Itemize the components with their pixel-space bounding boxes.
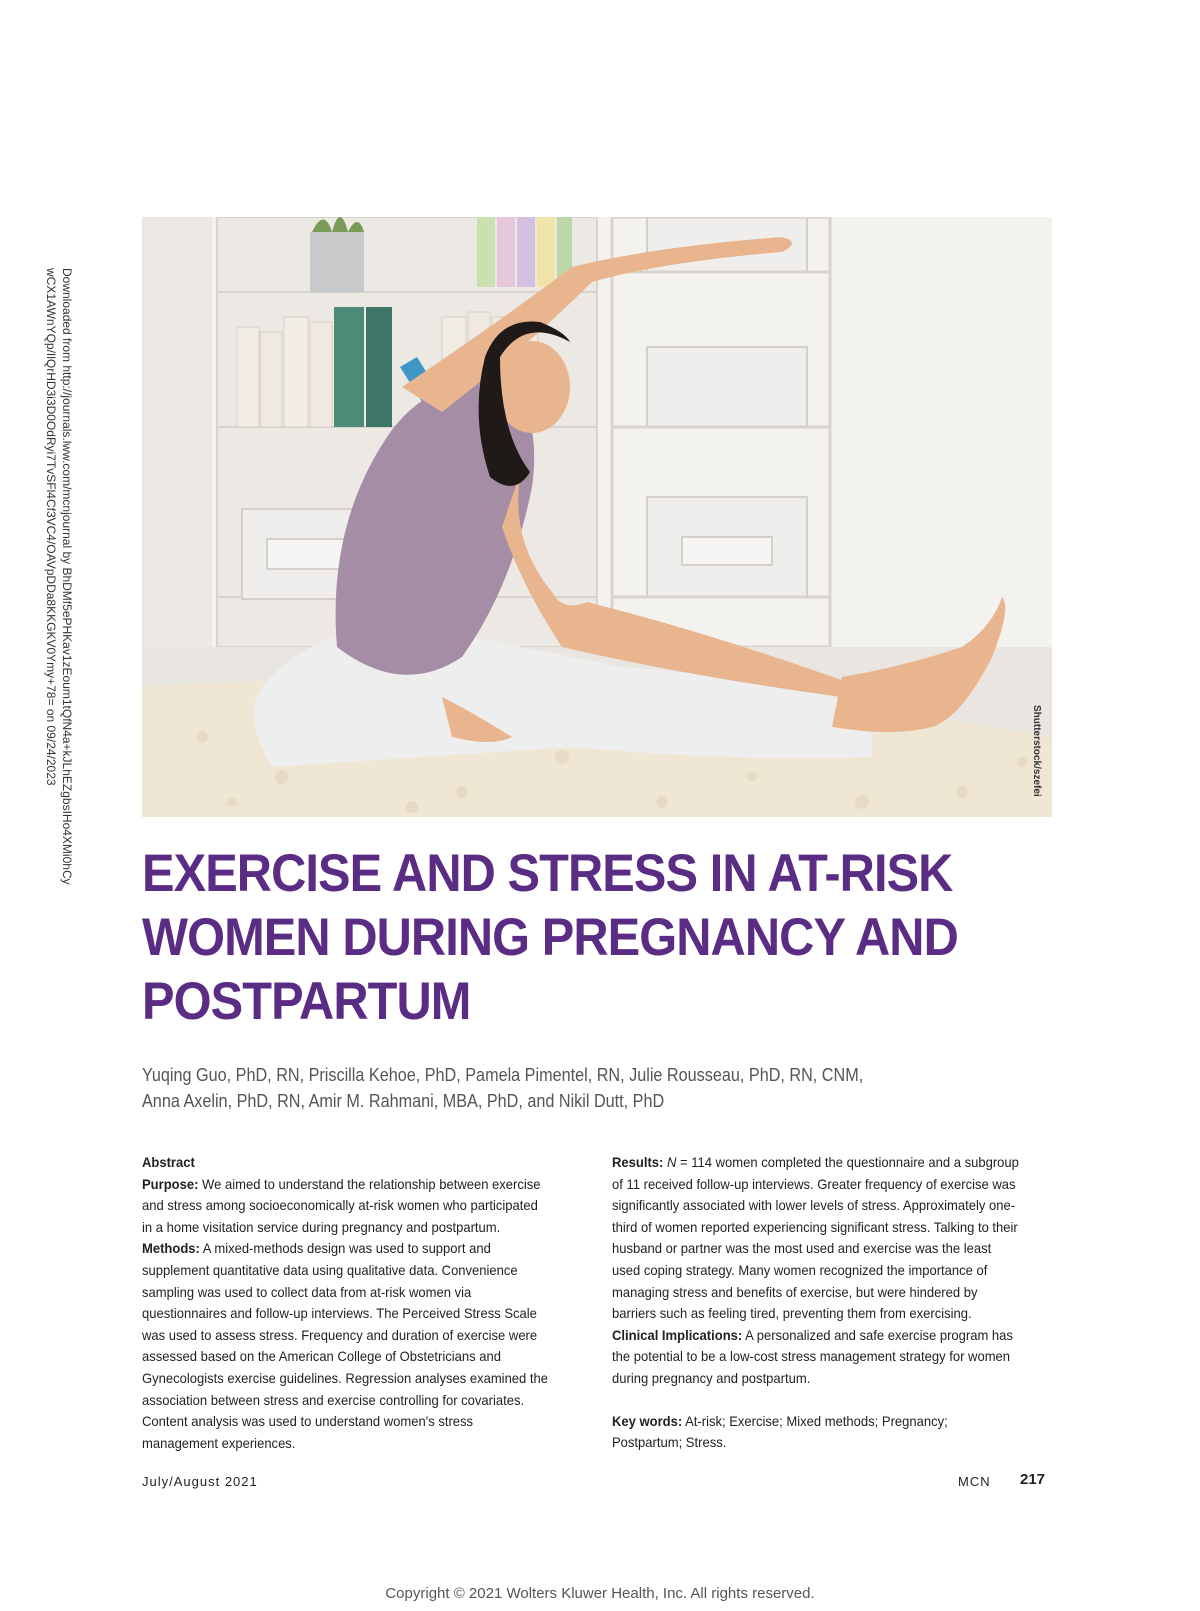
download-note-line2: wCX1AWnYQp/IlQrHD3i3D0OdRyi7TvSFl4Cf3VC4/OAVpDDa8KKGKV0Ymy+78= on 09/24/2023 bbox=[44, 268, 58, 786]
page-number: 217 bbox=[1020, 1471, 1046, 1488]
keywords-text: At-risk; Exercise; Mixed methods; Pregnancy; Postpartum; Stress. bbox=[612, 1412, 948, 1451]
article-photo bbox=[142, 217, 1052, 817]
results-paragraph bbox=[612, 1152, 1021, 1325]
abstract-left-column bbox=[142, 1152, 551, 1454]
plant-pot bbox=[310, 217, 364, 292]
download-watermark bbox=[33, 268, 75, 968]
keywords-paragraph bbox=[612, 1411, 1021, 1454]
clinical-paragraph bbox=[612, 1325, 1021, 1390]
clinical-label: Clinical Implications: bbox=[612, 1326, 743, 1343]
copyright-notice: Copyright © 2021 Wolters Kluwer Health, Inc. All rights reserved. bbox=[385, 1585, 815, 1602]
results-label: Results: bbox=[612, 1154, 664, 1170]
methods-text: A mixed-methods design was used to support and supplement quantitative data using qualitative data. Convenience sampling was used to collect data from at-risk women via questionnaires and follow-up interviews. The Perceived Stress Scale was used to assess stress. Frequency and duration of exercise were assessed based on the American College of Obstetricians and Gynecologists exercise guidelines. Regression analyses examined the association between stress and exercise controlling for covariates. Content analysis was used to understand women's stress management experiences. bbox=[142, 1240, 549, 1451]
author-list bbox=[142, 1062, 952, 1114]
clinical-text: A personalized and safe exercise program has the potential to be a low-cost stress management strategy for women during pregnancy and postpartum. bbox=[612, 1326, 1013, 1386]
authors-line1: Yuqing Guo, PhD, RN, Priscilla Kehoe, PhD, Pamela Pimentel, RN, Julie Rousseau, PhD, RN, CNM, bbox=[142, 1065, 864, 1085]
journal-name: MCN bbox=[958, 1474, 991, 1489]
purpose-paragraph bbox=[142, 1174, 551, 1239]
purpose-label: Purpose: bbox=[142, 1175, 199, 1192]
purpose-text: We aimed to understand the relationship between exercise and stress among socioeconomically at-risk women who participated in a home visitation service during pregnancy and postpartum. bbox=[142, 1175, 541, 1235]
results-text: = 114 women completed the questionnaire and a subgroup of 11 received follow-up interviews. Greater frequency of exercise was significantly associated with lower levels of stress. Approximately one-third of women reported experiencing significant stress. Talking to their husband or partner was the most used and exercise was the least used coping strategy. Many women recognized the importance of managing stress and benefits of exercise, but were hindered by barriers such as feeling tired, preventing them from exercising. bbox=[612, 1154, 1019, 1322]
books-top bbox=[477, 217, 572, 287]
keywords-label: Key words: bbox=[612, 1412, 683, 1429]
abstract-right-column bbox=[612, 1152, 1021, 1454]
download-note-line1: Downloaded from http://journals.lww.com/mcnjournal by BhDMf5ePHKav1zEoum1tQfN4a+kJLhEZgbsIHo4XMi0hCy bbox=[60, 268, 74, 885]
photo-credit: Shutterstock/szefei bbox=[1031, 705, 1042, 797]
results-n: N bbox=[666, 1154, 677, 1170]
methods-paragraph bbox=[142, 1238, 551, 1454]
issue-date: July/August 2021 bbox=[142, 1474, 258, 1489]
abstract-heading: Abstract bbox=[142, 1154, 195, 1170]
authors-line2: Anna Axelin, PhD, RN, Amir M. Rahmani, MBA, PhD, and Nikil Dutt, PhD bbox=[142, 1091, 665, 1111]
article-title: EXERCISE AND STRESS IN AT-RISK WOMEN DURING PREGNANCY AND POSTPARTUM bbox=[142, 844, 958, 1031]
methods-label: Methods: bbox=[142, 1240, 200, 1257]
